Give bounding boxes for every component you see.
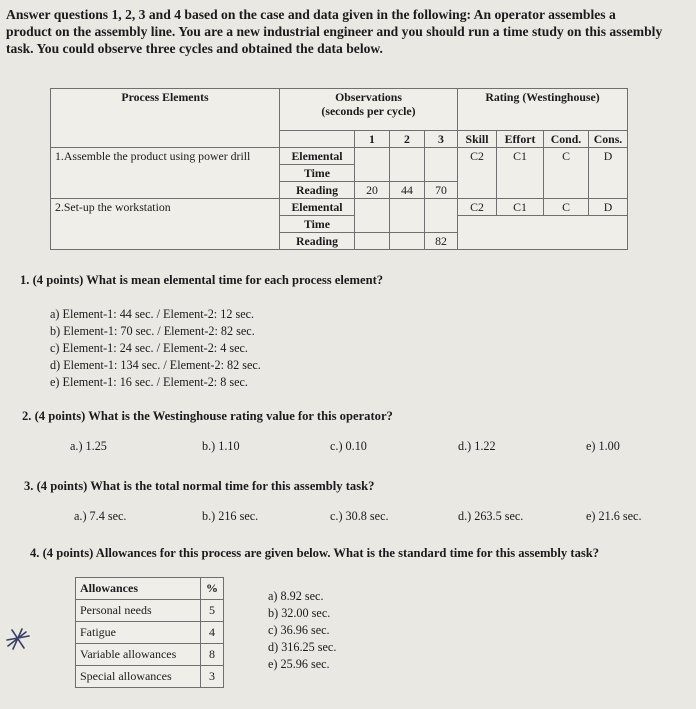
allowance-special-value: 3	[201, 666, 224, 688]
e1-effort: C1	[497, 148, 544, 199]
time-study-table	[50, 88, 628, 250]
e1-blank-2	[390, 148, 425, 182]
q1-option-c[interactable]: c) Element-1: 24 sec. / Element-2: 4 sec.	[50, 341, 248, 355]
element-1-name: 1.Assemble the product using power drill	[51, 148, 280, 199]
allowance-variable: Variable allowances	[76, 644, 201, 666]
element-2-label-a: Elemental	[280, 199, 355, 216]
rating-effort-head: Effort	[497, 131, 544, 148]
handwritten-star-icon	[4, 626, 32, 652]
question-4: 4. (4 points) Allowances for this process are given below. What is the standard time for this assembly task?	[30, 546, 600, 560]
allowance-personal-value: 5	[201, 600, 224, 622]
allowance-fatigue-value: 4	[201, 622, 224, 644]
allowance-variable-value: 8	[201, 644, 224, 666]
allowances-table	[75, 577, 224, 688]
e1-blank-3	[425, 148, 458, 182]
e2-cons: D	[589, 199, 628, 216]
q2-option-a[interactable]: a.) 1.25	[70, 439, 107, 453]
question-1: 1. (4 points) What is mean elemental time for each process element?	[20, 273, 384, 287]
e2-reading-2	[390, 233, 425, 250]
obs-spacer	[280, 131, 355, 148]
percent-head: %	[201, 578, 224, 600]
allowances-head: Allowances	[76, 578, 201, 600]
element-2-label-c: Reading	[280, 233, 355, 250]
e1-cond: C	[544, 148, 589, 199]
q1-option-a[interactable]: a) Element-1: 44 sec. / Element-2: 12 sec.	[50, 307, 255, 321]
header-observations: Observations (seconds per cycle)	[280, 89, 458, 131]
allowance-special: Special allowances	[76, 666, 201, 688]
e2-rating-blank	[458, 216, 628, 250]
allowance-personal: Personal needs	[76, 600, 201, 622]
question-3: 3. (4 points) What is the total normal time for this assembly task?	[24, 479, 375, 493]
q2-option-d[interactable]: d.) 1.22	[458, 439, 496, 453]
q2-option-c[interactable]: c.) 0.10	[330, 439, 367, 453]
element-1-label-c: Reading	[280, 182, 355, 199]
q2-option-b[interactable]: b.) 1.10	[202, 439, 240, 453]
instructions	[6, 6, 686, 57]
q4-option-b[interactable]: b) 32.00 sec.	[268, 606, 331, 620]
q4-option-c[interactable]: c) 36.96 sec.	[268, 623, 330, 637]
e1-reading-2: 44	[390, 182, 425, 199]
e2-reading-1	[355, 233, 390, 250]
e1-skill: C2	[458, 148, 497, 199]
e2-skill: C2	[458, 199, 497, 216]
allowance-fatigue: Fatigue	[76, 622, 201, 644]
q4-option-a[interactable]: a) 8.92 sec.	[268, 589, 324, 603]
rating-cons-head: Cons.	[589, 131, 628, 148]
e2-blank-3	[425, 199, 458, 233]
rating-cond-head: Cond.	[544, 131, 589, 148]
element-2-label-b: Time	[280, 216, 355, 233]
question-2: 2. (4 points) What is the Westinghouse rating value for this operator?	[22, 409, 393, 423]
element-1-label-b: Time	[280, 165, 355, 182]
element-2-name: 2.Set-up the workstation	[51, 199, 280, 250]
q2-option-e[interactable]: e) 1.00	[586, 439, 620, 453]
e2-reading-3: 82	[425, 233, 458, 250]
e2-blank-1	[355, 199, 390, 233]
cycle-3: 3	[425, 131, 458, 148]
instructions-line-3: task. You could observe three cycles and obtained the data below.	[6, 41, 383, 56]
e2-blank-2	[390, 199, 425, 233]
q3-option-b[interactable]: b.) 216 sec.	[202, 509, 259, 523]
e1-reading-1: 20	[355, 182, 390, 199]
e1-cons: D	[589, 148, 628, 199]
header-process-elements: Process Elements	[51, 89, 280, 148]
e2-effort: C1	[497, 199, 544, 216]
q1-option-d[interactable]: d) Element-1: 134 sec. / Element-2: 82 sec.	[50, 358, 261, 372]
cycle-2: 2	[390, 131, 425, 148]
rating-skill-head: Skill	[458, 131, 497, 148]
q1-option-e[interactable]: e) Element-1: 16 sec. / Element-2: 8 sec.	[50, 375, 248, 389]
q1-option-b[interactable]: b) Element-1: 70 sec. / Element-2: 82 sec.	[50, 324, 255, 338]
e2-cond: C	[544, 199, 589, 216]
q3-option-c[interactable]: c.) 30.8 sec.	[330, 509, 389, 523]
cycle-1: 1	[355, 131, 390, 148]
header-rating: Rating (Westinghouse)	[458, 89, 628, 131]
e1-reading-3: 70	[425, 182, 458, 199]
q4-option-e[interactable]: e) 25.96 sec.	[268, 657, 330, 671]
q4-option-d[interactable]: d) 316.25 sec.	[268, 640, 337, 654]
e1-blank-1	[355, 148, 390, 182]
q3-option-e[interactable]: e) 21.6 sec.	[586, 509, 642, 523]
q3-option-a[interactable]: a.) 7.4 sec.	[74, 509, 127, 523]
q3-option-d[interactable]: d.) 263.5 sec.	[458, 509, 524, 523]
element-1-label-a: Elemental	[280, 148, 355, 165]
instructions-line-2: product on the assembly line. You are a new industrial engineer and you should run a time study on this assembly	[6, 24, 663, 39]
instructions-line-1: Answer questions 1, 2, 3 and 4 based on the case and data given in the following: An operator assembles a	[6, 7, 616, 22]
